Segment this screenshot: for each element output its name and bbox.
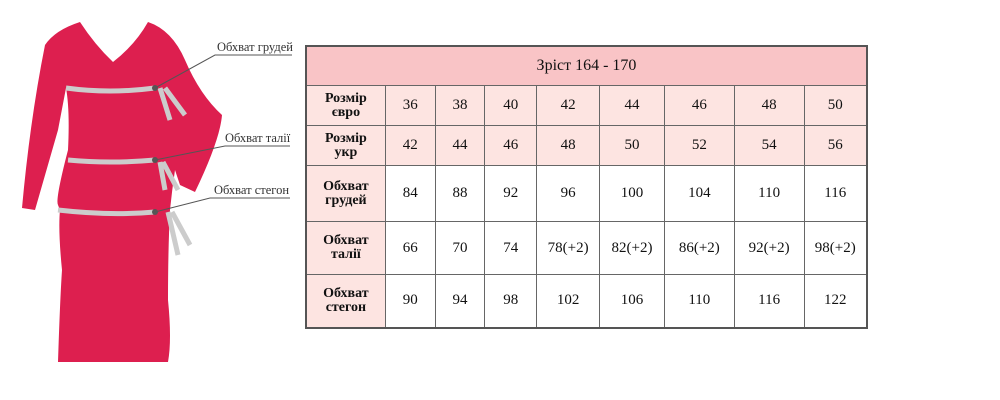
table-cell: 56	[804, 126, 867, 166]
table-cell: 38	[435, 86, 485, 126]
table-cell: 42	[385, 126, 435, 166]
bust-label: Обхват грудей	[217, 40, 293, 54]
table-cell: 88	[435, 166, 485, 222]
table-cell: 50	[600, 126, 665, 166]
table-cell: 98	[485, 275, 537, 328]
table-cell: 78(+2)	[537, 222, 600, 275]
height-title: Зріст 164 - 170	[306, 46, 867, 86]
table-cell: 70	[435, 222, 485, 275]
table-cell: 116	[734, 275, 804, 328]
row-label	[306, 275, 385, 328]
table-cell: 74	[485, 222, 537, 275]
row-label	[306, 86, 385, 126]
table-cell: 46	[485, 126, 537, 166]
row-label-line2: укр	[334, 144, 358, 160]
table-cell: 122	[804, 275, 867, 328]
row-label-line1: Обхват	[323, 233, 369, 248]
table-cell: 92(+2)	[734, 222, 804, 275]
table-cell: 42	[537, 86, 600, 126]
row-label-line2: талії	[330, 247, 361, 262]
table-cell: 100	[600, 166, 665, 222]
table-cell: 54	[734, 126, 804, 166]
table-cell: 104	[664, 166, 734, 222]
row-label-line1: Розмір	[324, 90, 367, 106]
table-cell: 44	[600, 86, 665, 126]
dress-illustration	[0, 0, 300, 400]
table-cell: 116	[804, 166, 867, 222]
table-cell: 40	[485, 86, 537, 126]
row-label-line1: Обхват	[323, 178, 369, 194]
table-cell: 86(+2)	[664, 222, 734, 275]
table-cell: 50	[804, 86, 867, 126]
table-cell: 96	[537, 166, 600, 222]
table-cell: 106	[600, 275, 665, 328]
table-cell: 44	[435, 126, 485, 166]
table-cell: 36	[385, 86, 435, 126]
size-chart-table	[305, 45, 868, 329]
row-label-line1: Розмір	[324, 130, 367, 146]
row-label	[306, 166, 385, 222]
row-label-line2: грудей	[325, 192, 367, 208]
hips-label: Обхват стегон	[214, 183, 290, 197]
dress-shape	[22, 22, 222, 362]
table-cell: 52	[664, 126, 734, 166]
table-cell: 48	[734, 86, 804, 126]
row-label	[306, 126, 385, 166]
table-cell: 94	[435, 275, 485, 328]
table-cell: 66	[385, 222, 435, 275]
table-cell: 110	[664, 275, 734, 328]
table-row-size-ukr	[306, 126, 867, 166]
row-label-line1: Обхват	[323, 285, 369, 301]
waist-label: Обхват талії	[225, 131, 291, 145]
table-cell: 92	[485, 166, 537, 222]
table-row-waist	[306, 222, 867, 275]
table-row-size-euro	[306, 86, 867, 126]
table-cell: 84	[385, 166, 435, 222]
table-cell: 46	[664, 86, 734, 126]
table-cell: 102	[537, 275, 600, 328]
table-cell: 90	[385, 275, 435, 328]
row-label-line2: стегон	[325, 299, 367, 315]
table-row-hips	[306, 275, 867, 328]
table-row-bust	[306, 166, 867, 222]
row-label	[306, 222, 385, 275]
table-cell: 82(+2)	[600, 222, 665, 275]
row-label-line2: євро	[331, 104, 361, 120]
table-cell: 110	[734, 166, 804, 222]
table-cell: 48	[537, 126, 600, 166]
table-cell: 98(+2)	[804, 222, 867, 275]
